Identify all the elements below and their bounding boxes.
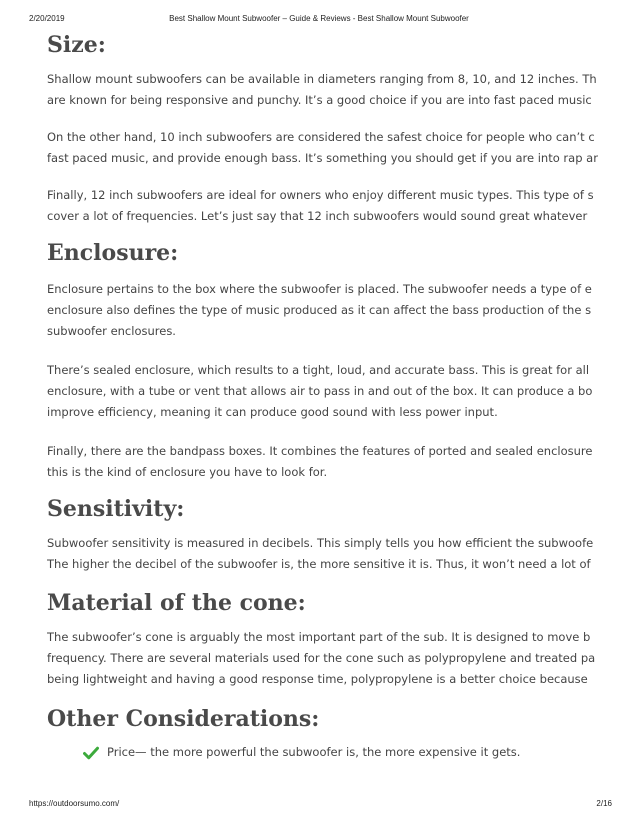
text-line: are known for being responsive and punchy. It’s a good choice if you are into fast paced music [47, 93, 592, 107]
text-line: Enclosure pertains to the box where the subwoofer is placed. The subwoofer needs a type of e [47, 282, 592, 296]
print-url: https://outdoorsumo.com/ [29, 799, 120, 808]
article-content [47, 30, 611, 790]
text-line: There’s sealed enclosure, which results to a tight, loud, and accurate bass. This is great for all [47, 363, 590, 377]
page-number: 2/16 [596, 799, 612, 808]
text-line: being lightweight and having a good response time, polypropylene is a better choice because [47, 672, 588, 686]
checklist-item-text: Price— the more powerful the subwoofer is, the more expensive it gets. [107, 745, 521, 759]
print-header [0, 14, 638, 26]
text-line: improve efficiency, meaning it can produce good sound with less power input. [47, 405, 498, 419]
text-line: Finally, 12 inch subwoofers are ideal for owners who enjoy different music types. This type of s [47, 188, 594, 202]
size-paragraph-3 [47, 185, 611, 227]
size-paragraph-1 [47, 69, 611, 111]
print-date: 2/20/2019 [29, 14, 65, 23]
text-line: cover a lot of frequencies. Let’s just say that 12 inch subwoofers would sound great whatever [47, 209, 588, 223]
text-line: Subwoofer sensitivity is measured in decibels. This simply tells you how efficient the subwoofe [47, 536, 594, 550]
text-line: enclosure also defines the type of music produced as it can affect the bass production of the s [47, 303, 592, 317]
checklist-item-price [47, 742, 611, 763]
sensitivity-paragraph-1 [47, 533, 611, 575]
print-title: Best Shallow Mount Subwoofer – Guide & Reviews - Best Shallow Mount Subwoofer [169, 14, 469, 23]
print-footer [0, 799, 638, 811]
text-line: Shallow mount subwoofers can be available in diameters ranging from 8, 10, and 12 inches. Th [47, 72, 597, 86]
size-paragraph-2 [47, 127, 611, 169]
heading-cone-material: Material of the cone: [47, 590, 306, 616]
text-line: The higher the decibel of the subwoofer is, the more sensitive it is. Thus, it won’t need a lot of [47, 557, 591, 571]
cone-paragraph-1 [47, 627, 611, 690]
text-line: The subwoofer’s cone is arguably the most important part of the sub. It is designed to move b [47, 630, 591, 644]
heading-size: Size: [47, 32, 106, 58]
text-line: On the other hand, 10 inch subwoofers are considered the safest choice for people who can’t c [47, 130, 595, 144]
text-line: enclosure, with a tube or vent that allows air to pass in and out of the box. It can produce a bo [47, 384, 593, 398]
text-line: fast paced music, and provide enough bass. It’s something you should get if you are into rap ar [47, 151, 598, 165]
text-line: Finally, there are the bandpass boxes. It combines the features of ported and sealed enclosure [47, 444, 593, 458]
heading-other-considerations: Other Considerations: [47, 706, 320, 732]
enclosure-paragraph-2 [47, 360, 611, 423]
checkmark-icon [83, 746, 99, 760]
heading-sensitivity: Sensitivity: [47, 496, 185, 522]
enclosure-paragraph-1 [47, 279, 611, 342]
text-line: subwoofer enclosures. [47, 324, 176, 338]
heading-enclosure: Enclosure: [47, 240, 179, 266]
text-line: frequency. There are several materials used for the cone such as polypropylene and treated pa [47, 651, 596, 665]
enclosure-paragraph-3 [47, 441, 611, 483]
text-line: this is the kind of enclosure you have to look for. [47, 465, 328, 479]
